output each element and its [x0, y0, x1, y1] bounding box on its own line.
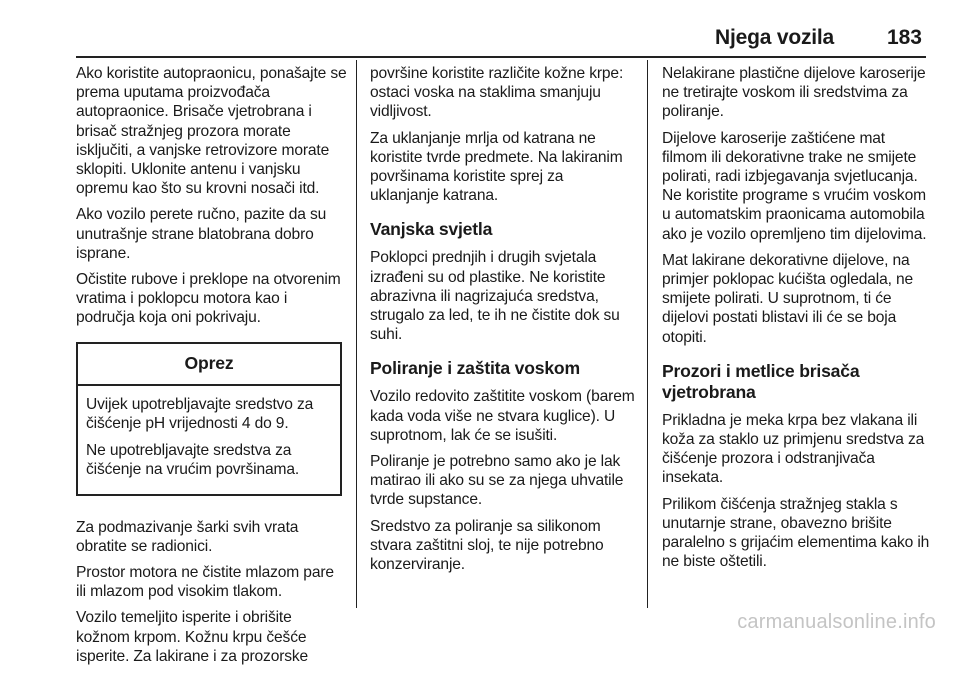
paragraph-engine: Prostor motora ne čistite mlazom pare ili mlazom pod visokim tlakom.	[76, 564, 334, 601]
paragraph-rinse: Vozilo temeljito isperite i obrišite kožnom krpom. Kožnu krpu češće isperite. Za lakirane i za prozorske	[76, 609, 309, 665]
heading-exterior-lights: Vanjska svjetla	[370, 219, 493, 240]
caution-box	[76, 342, 342, 496]
heading-polishing: Poliranje i zaštita voskom	[370, 358, 580, 379]
caution-text-hot: Ne upotrebljavajte sredstva za čišćenje na vrućim površinama.	[86, 442, 300, 479]
column-divider-left	[356, 60, 357, 608]
column-right	[662, 64, 934, 578]
column-left	[76, 64, 348, 673]
column-divider-right	[647, 60, 648, 608]
paragraph-hinges: Za podmazivanje šarki svih vrata obratite se radionici.	[76, 518, 299, 555]
paragraph-tar: Za uklanjanje mrlja od katrana ne koristite tvrde predmete. Na lakiranim površinama koristite sprej za uklanjanje katrana.	[370, 129, 623, 205]
page-number: 183	[886, 26, 922, 49]
paragraph-rear-window: Prilikom čišćenja stražnjeg stakla s unutarnje strane, obavezno brišite paralelno s grijaćim elementima kako ih ne biste oštetili.	[662, 495, 930, 571]
paragraph-polishing-need: Poliranje je potrebno samo ako je lak matirao ili ako su se za njega uhvatile tvrde supstance.	[370, 453, 624, 509]
paragraph-cloth: Prikladna je meka krpa bez vlakana ili koža za staklo uz primjenu sredstva za čišćenje prozora i odstranjivača insekata.	[662, 411, 925, 487]
caution-title: Oprez	[78, 344, 340, 386]
paragraph-matte-film: Dijelove karoserije zaštićene mat filmom ili dekorativne trake ne smijete polirati, radi izbjegavanja svjetlucanja. Ne koristite programe s vrućim voskom u automatskim praonicama automobila ako je vozilo opremljeno tim dijelovima.	[662, 129, 927, 243]
paragraph-car-wash: Ako koristite autopraonicu, ponašajte se prema uputama proizvođača autopraonice. Brisače vjetrobrana i brisač stražnjeg prozora morate isključiti, a vanjske retrovizore morate sklopiti. Uklonite antenu i vanjsku opremu kao što su krovni nosači itd.	[76, 65, 347, 198]
paragraph-silicone: Sredstvo za poliranje sa silikonom stvara zaštitni sloj, te nije potrebno konzerviranje.	[370, 517, 604, 574]
paragraph-light-covers: Poklopci prednjih i drugih svjetala izrađeni su od plastike. Ne koristite abrazivna ili nagrizajuća sredstva, strugalo za led, te ih ne čistite dok su suhi.	[370, 249, 620, 344]
section-title: Njega vozila	[715, 26, 834, 49]
paragraph-hand-wash: Ako vozilo perete ručno, pazite da su unutrašnje strane blatobrana dobro isprane.	[76, 206, 327, 262]
paragraph-chamois: površine koristite različite kožne krpe: ostaci voska na staklima smanjuju vidljivost.	[370, 65, 624, 121]
column-middle	[370, 64, 636, 581]
watermark-text: carmanualsonline.info	[737, 611, 936, 633]
paragraph-waxing: Vozilo redovito zaštitite voskom (barem kada voda više ne stvara kuglice). U suprotnom, lak će se isušiti.	[370, 388, 635, 444]
caution-body	[78, 386, 340, 494]
page-header	[76, 0, 926, 58]
paragraph-edges: Očistite rubove i preklope na otvorenim vratima i poklopcu motora kao i područja koja oni pokrivaju.	[76, 271, 341, 327]
paragraph-matte-trim: Mat lakirane dekorativne dijelove, na primjer poklopac kućišta ogledala, ne smijete polirati. U suprotnom, ti će dijelovi postati blistavi ili će se boja otopiti.	[662, 251, 914, 346]
heading-windows-wipers: Prozori i metlice brisača vjetrobrana	[662, 360, 860, 402]
caution-text-ph: Uvijek upotrebljavajte sredstvo za čišćenje pH vrijednosti 4 do 9.	[86, 395, 314, 433]
paragraph-plastic: Nelakirane plastične dijelove karoserije ne tretirajte voskom ili sredstvima za poliranje.	[662, 65, 926, 121]
